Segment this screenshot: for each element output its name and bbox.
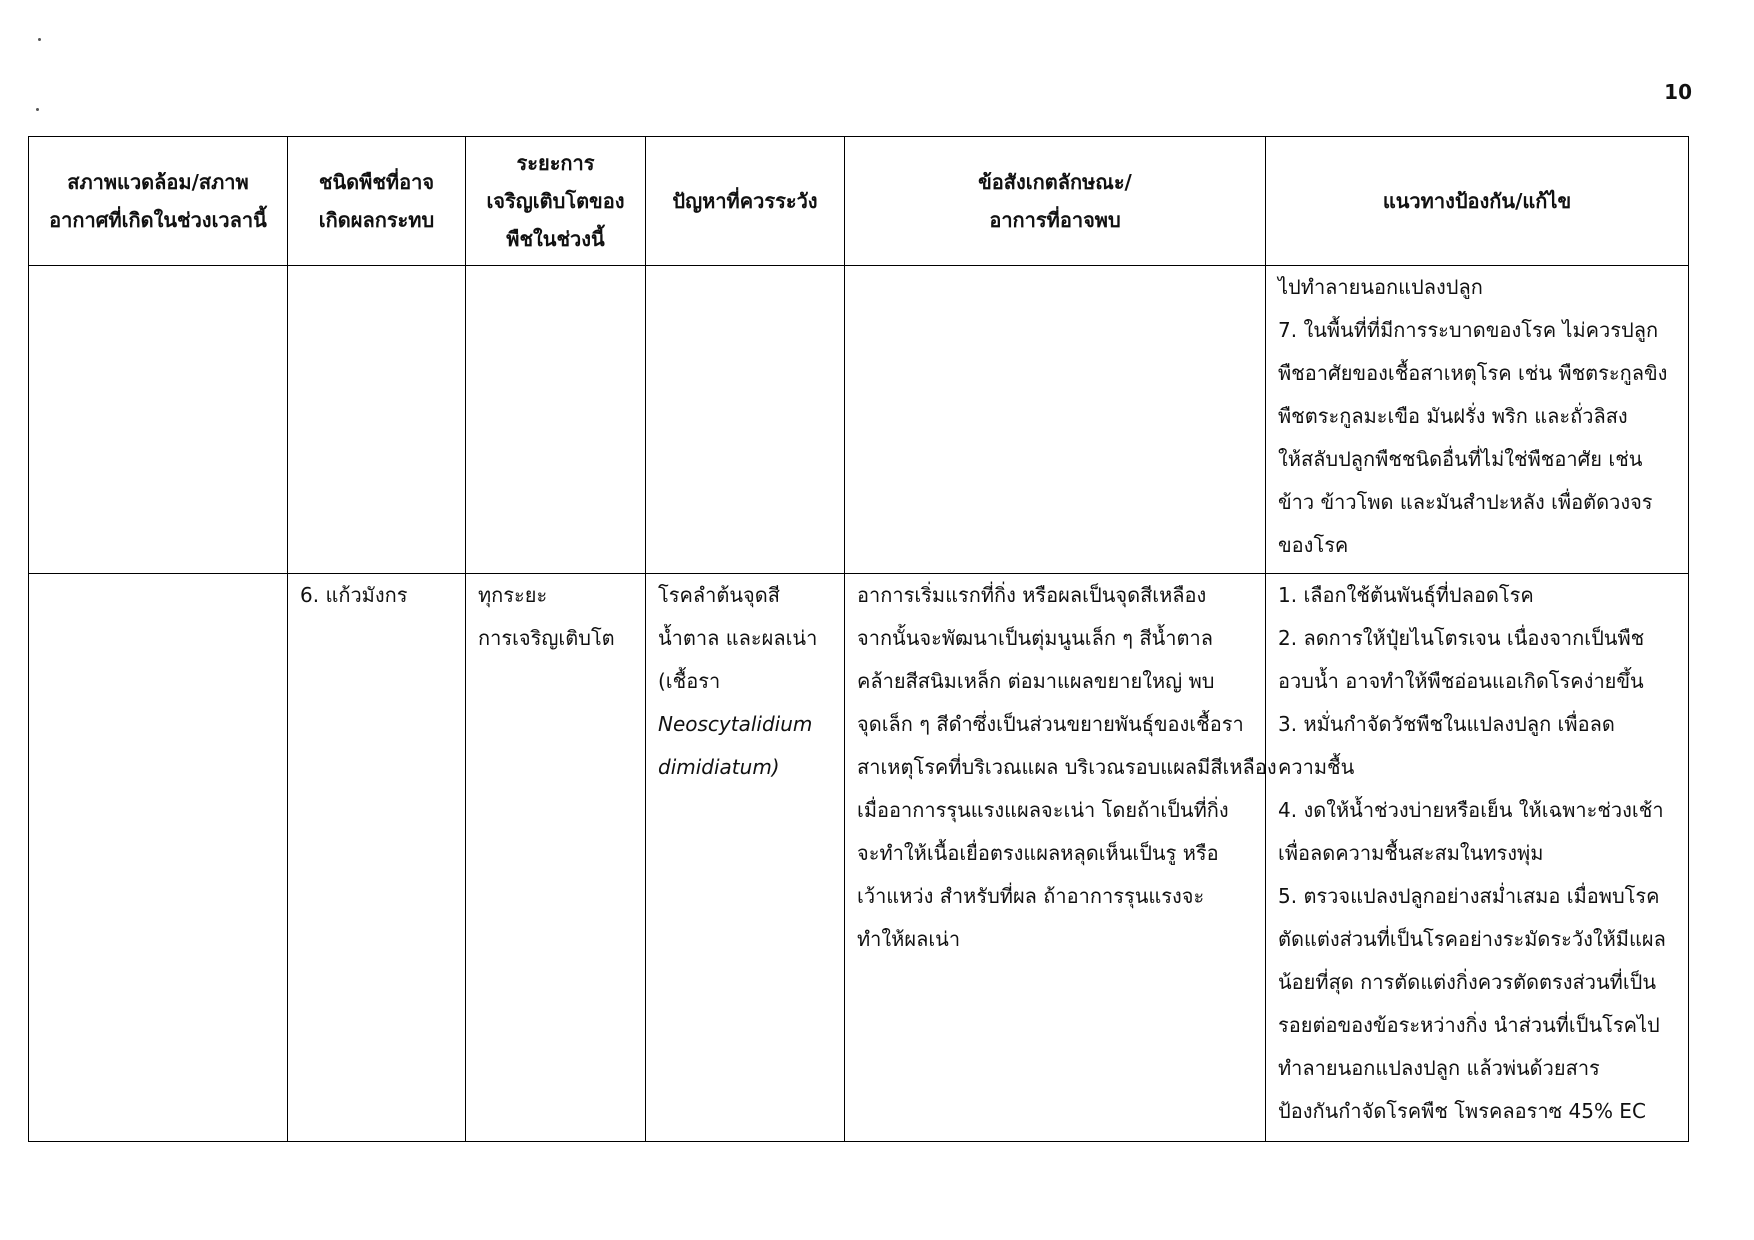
cell-prevention: ไปทำลายนอกแปลงปลูก 7. ในพื้นที่ที่มีการระบาดของโรค ไม่ควรปลูก พืชอาศัยของเชื้อสาเหตุโรค เช่น พืชตระกูลขิง พืชตระกูลมะเขือ มันฝรั่ง พริก และถั่วลิสง ให้สลับปลูกพืชชนิดอื่นที่ไม่ใช่พืชอาศัย เช่น ข้าว ข้าวโพด และมันสำปะหลัง เพื่อตัดวงจร ของโรค bbox=[1266, 266, 1689, 574]
header-prevention: แนวทางป้องกัน/แก้ไข bbox=[1266, 137, 1689, 266]
cell-environment bbox=[29, 266, 288, 574]
cell-stage: ทุกระยะ การเจริญเติบโต bbox=[466, 574, 646, 1142]
advisory-table bbox=[28, 136, 1689, 1142]
header-problem: ปัญหาที่ควรระวัง bbox=[646, 137, 845, 266]
cell-symptoms bbox=[845, 266, 1266, 574]
scan-speck bbox=[38, 38, 41, 41]
header-environment: สภาพแวดล้อม/สภาพ อากาศที่เกิดในช่วงเวลานี้ bbox=[29, 137, 288, 266]
cell-problem: โรคลำต้นจุดสี น้ำตาล และผลเน่า (เชื้อรา Neoscytalidium dimidiatum) bbox=[646, 574, 845, 1142]
cell-plant: 6. แก้วมังกร bbox=[288, 574, 466, 1142]
header-affected-plant: ชนิดพืชที่อาจ เกิดผลกระทบ bbox=[288, 137, 466, 266]
cell-plant bbox=[288, 266, 466, 574]
cell-environment bbox=[29, 574, 288, 1142]
page-number: 10 bbox=[1664, 80, 1692, 104]
table-header-row bbox=[29, 137, 1689, 266]
table-row bbox=[29, 266, 1689, 574]
header-growth-stage: ระยะการ เจริญเติบโตของ พืชในช่วงนี้ bbox=[466, 137, 646, 266]
scan-speck bbox=[36, 108, 39, 111]
cell-problem bbox=[646, 266, 845, 574]
table-row bbox=[29, 574, 1689, 1142]
cell-symptoms: อาการเริ่มแรกที่กิ่ง หรือผลเป็นจุดสีเหลือง จากนั้นจะพัฒนาเป็นตุ่มนูนเล็ก ๆ สีน้ำตาล คล้ายสีสนิมเหล็ก ต่อมาแผลขยายใหญ่ พบ จุดเล็ก ๆ สีดำซึ่งเป็นส่วนขยายพันธุ์ของเชื้อรา สาเหตุโรคที่บริเวณแผล บริเวณรอบแผลมีสีเหลือง เมื่ออาการรุนแรงแผลจะเน่า โดยถ้าเป็นที่กิ่ง จะทำให้เนื้อเยื่อตรงแผลหลุดเห็นเป็นรู หรือ เว้าแหว่ง สำหรับที่ผล ถ้าอาการรุนแรงจะ ทำให้ผลเน่า bbox=[845, 574, 1266, 1142]
cell-prevention: 1. เลือกใช้ต้นพันธุ์ที่ปลอดโรค 2. ลดการให้ปุ๋ยไนโตรเจน เนื่องจากเป็นพืช อวบน้ำ อาจทำให้พืชอ่อนแอเกิดโรคง่ายขึ้น 3. หมั่นกำจัดวัชพืชในแปลงปลูก เพื่อลด ความชื้น 4. งดให้น้ำช่วงบ่ายหรือเย็น ให้เฉพาะช่วงเช้า เพื่อลดความชื้นสะสมในทรงพุ่ม 5. ตรวจแปลงปลูกอย่างสม่ำเสมอ เมื่อพบโรค ตัดแต่งส่วนที่เป็นโรคอย่างระมัดระวังให้มีแผล น้อยที่สุด การตัดแต่งกิ่งควรตัดตรงส่วนที่เป็น รอยต่อของข้อระหว่างกิ่ง นำส่วนที่เป็นโรคไป ทำลายนอกแปลงปลูก แล้วพ่นด้วยสาร ป้องกันกำจัดโรคพืช โพรคลอราซ 45% EC bbox=[1266, 574, 1689, 1142]
pathogen-name: Neoscytalidium bbox=[658, 712, 813, 736]
pathogen-name: dimidiatum) bbox=[658, 755, 780, 779]
header-symptoms: ข้อสังเกตลักษณะ/ อาการที่อาจพบ bbox=[845, 137, 1266, 266]
cell-stage bbox=[466, 266, 646, 574]
